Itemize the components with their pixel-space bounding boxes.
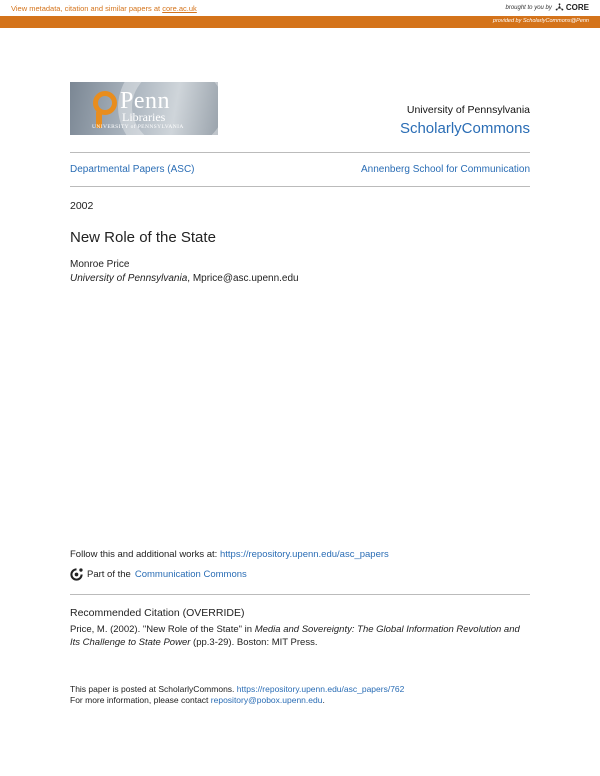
citation-book-title: Media and Sovereignty: The Global Information Revolution and Its Challenge to State Power <box>70 624 520 648</box>
follow-link[interactable]: https://repository.upenn.edu/asc_papers <box>219 549 389 560</box>
citation-text <box>70 623 532 649</box>
core-brought-by <box>506 3 590 12</box>
follow-label: Follow this and additional works at: <box>70 549 220 560</box>
provided-by-text[interactable]: provided by ScholarlyCommons@Penn <box>492 18 589 24</box>
paper-url-link[interactable]: https://repository.upenn.edu/asc_papers/762 <box>236 684 405 694</box>
communication-commons-link[interactable]: Communication Commons <box>134 569 247 580</box>
school-link[interactable]: Annenberg School for Communication <box>361 164 530 175</box>
divider-collection <box>70 186 530 187</box>
core-metadata-text <box>11 4 197 13</box>
posted-line <box>70 684 404 694</box>
bepress-network-icon <box>70 568 83 581</box>
contact-end: . <box>322 695 325 705</box>
affiliation-institution: University of Pennsylvania <box>70 273 188 284</box>
core-link[interactable]: core.ac.uk <box>162 4 197 13</box>
contact-line <box>70 695 325 705</box>
brought-by-label: brought to you by <box>505 4 552 11</box>
citation-heading: Recommended Citation (OVERRIDE) <box>70 607 245 619</box>
contact-email-link[interactable]: repository@pobox.upenn.edu <box>210 695 323 705</box>
university-name: University of Pennsylvania <box>406 104 530 116</box>
citation-suffix: (pp.3-29). Boston: MIT Press. <box>190 637 318 648</box>
penn-libraries-logo[interactable] <box>70 82 218 135</box>
follow-line <box>70 549 389 560</box>
divider-citation <box>70 594 530 595</box>
logo-university-text: UNIVERSITY of PENNSYLVANIA <box>92 124 184 130</box>
divider-top <box>70 152 530 153</box>
core-banner-top <box>0 0 600 16</box>
core-logo[interactable] <box>555 3 589 12</box>
citation-prefix: Price, M. (2002). "New Role of the State" in <box>70 624 255 635</box>
logo-libraries-text: Libraries <box>122 110 166 124</box>
publication-year: 2002 <box>70 200 94 212</box>
author-affiliation <box>70 273 299 284</box>
core-metadata-label: View metadata, citation and similar papers at <box>11 4 163 13</box>
paper-title: New Role of the State <box>70 229 216 246</box>
core-logo-label: CORE <box>565 3 589 12</box>
core-banner <box>0 0 600 28</box>
part-of-line <box>70 568 247 581</box>
posted-label: This paper is posted at ScholarlyCommons. <box>70 684 237 694</box>
core-provided-bar <box>0 16 600 28</box>
affiliation-email: , Mprice@asc.upenn.edu <box>187 273 299 284</box>
scholarlycommons-link[interactable]: ScholarlyCommons <box>399 120 530 137</box>
part-of-label: Part of the <box>87 569 131 580</box>
author-name: Monroe Price <box>70 259 130 270</box>
logo-penn-text: Penn <box>120 88 170 114</box>
core-logo-icon <box>555 3 564 12</box>
department-link[interactable]: Departmental Papers (ASC) <box>70 164 195 175</box>
contact-label: For more information, please contact <box>70 695 211 705</box>
